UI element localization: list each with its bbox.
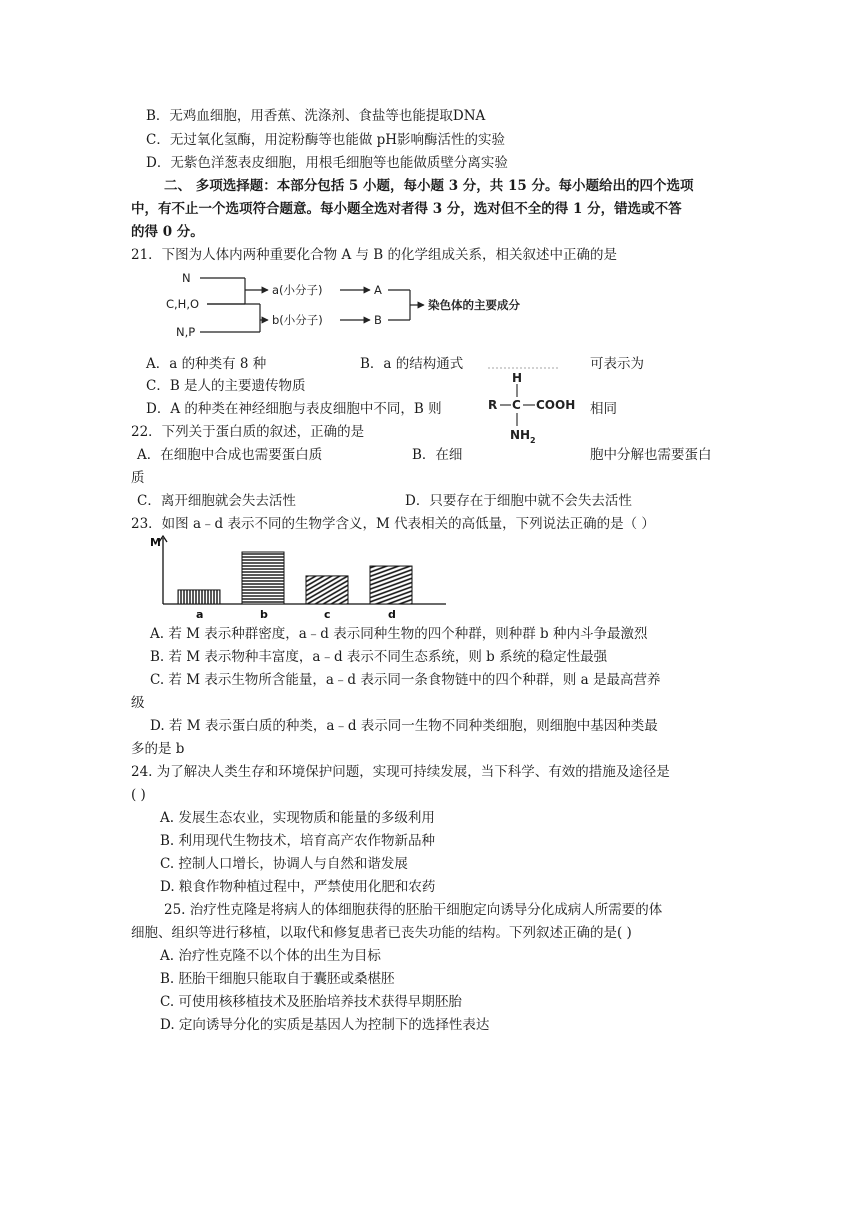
tick-label-a: a [196, 608, 204, 621]
q21-stem: 21．下图为人体内两种重要化合物 A 与 B 的化学组成关系，相关叙述中正确的是 [131, 247, 618, 263]
formula-c: C [512, 398, 521, 412]
q24-option-d: D. 粮食作物种植过程中，严禁使用化肥和农药 [160, 879, 436, 895]
q23-option-d: D. 若 M 表示蛋白质的种类，a﹣d 表示同一生物不同种类细胞，则细胞中基因种类最 [150, 718, 658, 734]
q24-stem: 24. 为了解决人类生存和环境保护问题，实现可持续发展，当下科学、有效的措施及途径是 [131, 764, 670, 780]
q22-option-b-tail: 质 [131, 470, 145, 486]
section-scoring: 的得 0 分。 [131, 224, 204, 240]
diagram-B: B [374, 313, 382, 327]
diagram-np: N,P [176, 325, 196, 339]
q21-option-a: A．a 的种类有 8 种 [146, 356, 267, 372]
formula-h: H [512, 371, 523, 385]
formula-sub: 2 [530, 436, 536, 445]
q22-option-c: C．离开细胞就会失去活性 [137, 493, 296, 509]
q21-option-b: B．a 的结构通式 [360, 356, 464, 372]
diagram-n: N [182, 271, 191, 285]
q23-bar-chart [150, 532, 450, 622]
bar-d [370, 566, 412, 604]
diagram-A: A [374, 283, 382, 297]
diagram-a-small: a(小分子) [272, 283, 323, 297]
q20-option-c: C．无过氧化氢酶，用淀粉酶等也能做 pH影响酶活性的实验 [146, 132, 506, 148]
q24-option-a: A. 发展生态农业，实现物质和能量的多级利用 [160, 810, 435, 826]
q21-option-d-tail: 相同 [590, 401, 617, 417]
q25-stem: 25. 治疗性克隆是将病人的体细胞获得的胚胎干细胞定向诱导分化成病人所需要的体 [164, 902, 663, 918]
q23-option-d-tail: 多的是 b [131, 741, 185, 757]
q23-option-b: B. 若 M 表示物种丰富度，a﹣d 表示不同生态系统，则 b 系统的稳定性最强 [150, 649, 608, 665]
q20-option-d: D．无紫色洋葱表皮细胞，用根毛细胞等也能做质壁分离实验 [146, 155, 508, 171]
q24-option-b: B. 利用现代生物技术，培育高产农作物新品种 [160, 833, 436, 849]
q25-option-b: B. 胚胎干细胞只能取自于囊胚或桑椹胚 [160, 971, 395, 987]
q25-stem-tail: 细胞、组织等进行移植，以取代和修复患者已丧失功能的结构。下列叙述正确的是( ) [131, 925, 632, 941]
diagram-result: 染色体的主要成分 [428, 298, 520, 312]
q21-composition-diagram [160, 266, 580, 346]
q23-option-c-tail: 级 [131, 695, 145, 711]
section-instructions: 中，有不止一个选项符合题意。每小题全选对者得 3 分，选对但不全的得 1 分，错选或不答 [131, 201, 682, 217]
chart-ylabel: M [150, 536, 161, 549]
q22-option-a: A．在细胞中合成也需要蛋白质 [137, 447, 323, 463]
diagram-cho: C,H,O [166, 297, 200, 311]
q25-option-a: A. 治疗性克隆不以个体的出生为目标 [160, 948, 381, 964]
q20-option-b: B．无鸡血细胞，用香蕉、洗涤剂、食盐等也能提取DNA [146, 108, 486, 124]
amino-acid-formula [480, 364, 590, 446]
diagram-b-small: b(小分子) [272, 313, 323, 327]
q21-option-c: C．B 是人的主要遗传物质 [146, 378, 306, 394]
q23-option-a: A. 若 M 表示种群密度，a﹣d 表示同种生物的四个种群，则种群 b 种内斗争最激烈 [150, 626, 648, 642]
q25-option-c: C. 可使用核移植技术及胚胎培养技术获得早期胚胎 [160, 994, 462, 1010]
q22-option-b: B．在细 [412, 447, 463, 463]
formula-cooh: COOH [536, 398, 576, 412]
bar-a [178, 590, 220, 604]
q24-stem-tail: ( ) [131, 787, 146, 803]
q24-option-c: C. 控制人口增长，协调人与自然和谐发展 [160, 856, 408, 872]
q25-option-d: D. 定向诱导分化的实质是基因人为控制下的选择性表达 [160, 1017, 490, 1033]
tick-label-d: d [388, 608, 396, 621]
bar-b [242, 552, 284, 604]
tick-label-c: c [324, 608, 331, 621]
q22-stem: 22．下列关于蛋白质的叙述，正确的是 [131, 424, 365, 440]
q22-option-b-mid: 胞中分解也需要蛋白 [590, 447, 712, 463]
formula-r: R [488, 398, 498, 412]
q21-option-d: D．A 的种类在神经细胞与表皮细胞中不同，B 则 [146, 401, 442, 417]
q22-option-d: D．只要存在于细胞中就不会失去活性 [405, 493, 632, 509]
q23-stem: 23．如图 a﹣d 表示不同的生物学含义，M 代表相关的高低量，下列说法正确的是（ ） [131, 516, 655, 532]
tick-label-b: b [260, 608, 268, 621]
q23-option-c: C. 若 M 表示生物所含能量，a﹣d 表示同一条食物链中的四个种群，则 a 是最高营养 [150, 672, 661, 688]
bar-c [306, 576, 348, 604]
q21-option-b-tail: 可表示为 [590, 356, 644, 372]
section-heading: 二、 多项选择题：本部分包括 5 小题，每小题 3 分，共 15 分。每小题给出的四个选项 [164, 178, 694, 194]
formula-nh: NH [510, 428, 531, 442]
